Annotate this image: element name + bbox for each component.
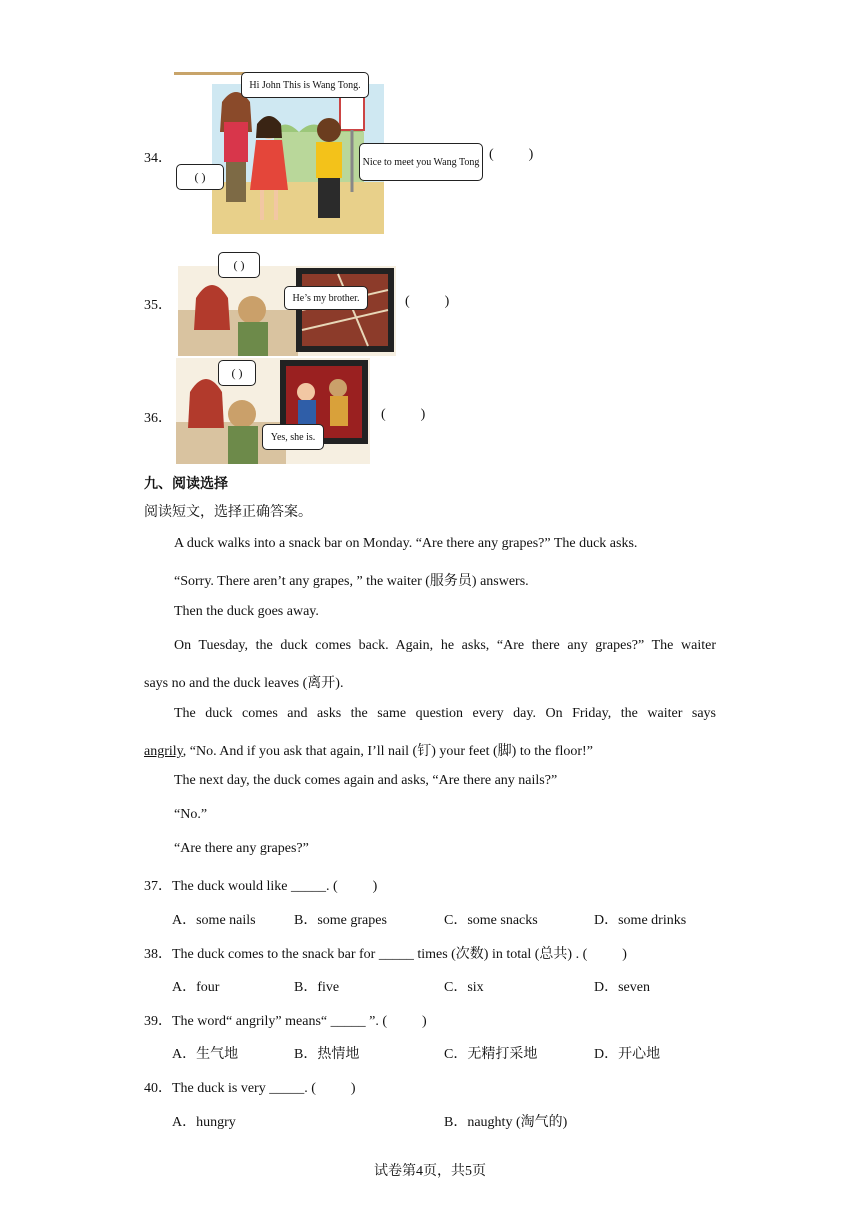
passage-paragraph-continued: angrily, “No. And if you ask that again, I’ll nail (钉) your feet (脚) to the floor!” <box>144 744 593 759</box>
option-a[interactable]: A．hungry <box>172 1115 236 1130</box>
option-c[interactable]: C．无精打采地 <box>444 1047 538 1062</box>
question-stem-38: 38．The duck comes to the snack bar for _____ times (次数) in total (总共) . ( ) <box>144 947 627 962</box>
speech-bubble-blank: ( ) <box>218 360 256 386</box>
question-number-35: 35． <box>144 298 172 313</box>
option-d[interactable]: D．开心地 <box>594 1047 661 1062</box>
question-stem-39: 39．The word“ angrily” means“ _____ ”. ( ) <box>144 1014 427 1029</box>
question-stem-40: 40．The duck is very _____. ( ) <box>144 1081 356 1096</box>
speech-bubble-blank: ( ) <box>176 164 224 190</box>
question-number-36: 36． <box>144 411 172 426</box>
section-title: 九、阅读选择 <box>144 476 228 492</box>
question-stem-37: 37．The duck would like _____. ( ) <box>144 879 378 894</box>
answer-blank-34[interactable]: ( ) <box>489 147 534 162</box>
speech-bubble-blank: ( ) <box>218 252 260 278</box>
option-a[interactable]: A．some nails <box>172 913 256 928</box>
option-a[interactable]: A．four <box>172 980 220 995</box>
passage-paragraph: Then the duck goes away. <box>174 604 319 619</box>
option-d[interactable]: D．some drinks <box>594 913 687 928</box>
passage-paragraph: “No.” <box>174 807 208 822</box>
answer-blank-36[interactable]: ( ) <box>381 407 426 422</box>
option-b[interactable]: B．five <box>294 980 340 995</box>
speech-bubble-brother: He’s my brother. <box>284 286 368 310</box>
option-a[interactable]: A．生气地 <box>172 1047 239 1062</box>
option-b[interactable]: B．some grapes <box>294 913 387 928</box>
question-number-34: 34． <box>144 151 172 166</box>
keyword-angrily: angrily <box>144 744 183 759</box>
option-b[interactable]: B．naughty (淘气的) <box>444 1115 568 1130</box>
passage-paragraph: “Are there any grapes?” <box>174 841 309 856</box>
passage-paragraph-continued: says no and the duck leaves (离开). <box>144 676 344 691</box>
passage-paragraph: On Tuesday, the duck comes back. Again, he asks, “Are there any grapes?” The waiter <box>174 638 716 653</box>
page-footer: 试卷第4页，共5页 <box>374 1164 486 1179</box>
answer-blank-35[interactable]: ( ) <box>405 294 450 309</box>
option-c[interactable]: C．some snacks <box>444 913 538 928</box>
passage-paragraph: A duck walks into a snack bar on Monday. “Are there any grapes?” The duck asks. <box>174 536 638 551</box>
passage-paragraph: “Sorry. There aren’t any grapes, ” the waiter (服务员) answers. <box>174 574 529 589</box>
speech-bubble-nice-to-meet: Nice to meet you Wang Tong <box>359 143 483 181</box>
option-c[interactable]: C．six <box>444 980 484 995</box>
speech-bubble-greeting: Hi John This is Wang Tong. <box>241 72 369 98</box>
passage-paragraph: The duck comes and asks the same question every day. On Friday, the waiter says <box>174 706 716 721</box>
passage-paragraph: The next day, the duck comes again and asks, “Are there any nails?” <box>174 773 558 788</box>
option-d[interactable]: D．seven <box>594 980 650 995</box>
option-b[interactable]: B．热情地 <box>294 1047 360 1062</box>
section-instruction: 阅读短文，选择正确答案。 <box>144 505 312 520</box>
speech-bubble-yes-she-is: Yes, she is. <box>262 424 324 450</box>
